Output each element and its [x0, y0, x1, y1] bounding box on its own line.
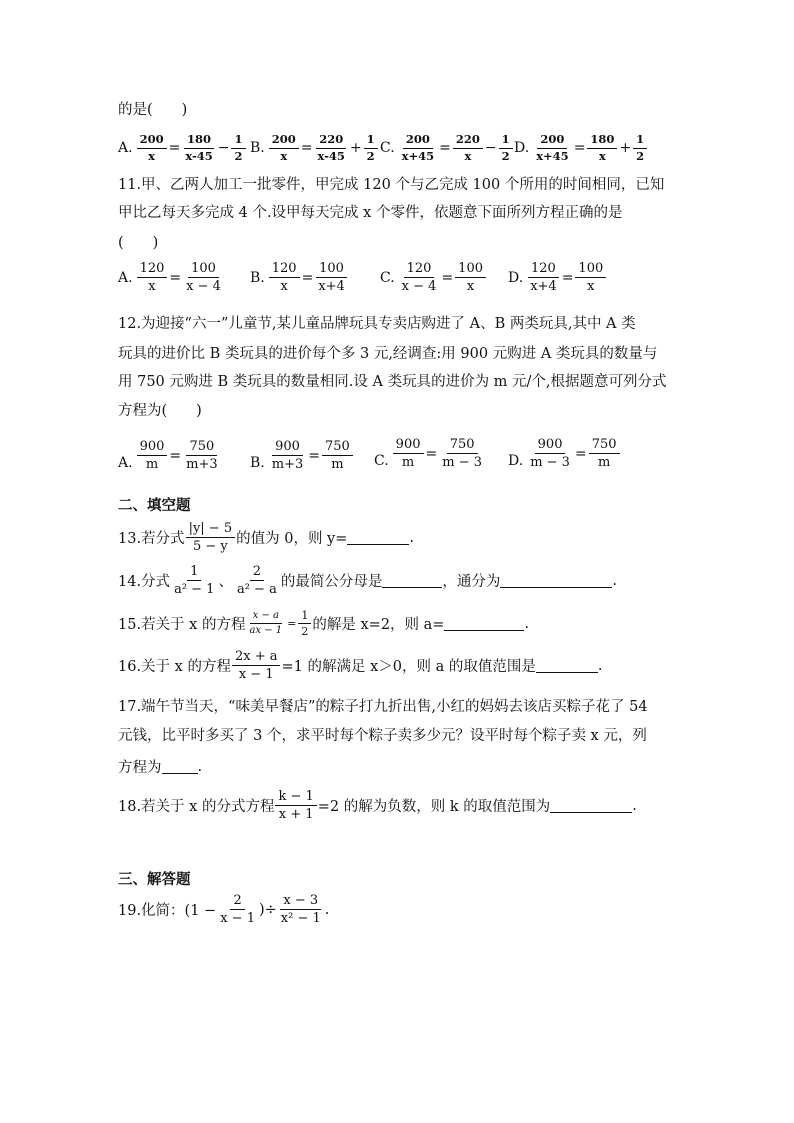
q11-option-a: A. $\frac{120}{x}$ = $\frac{100}{x - 4}$	[118, 261, 221, 294]
q16-answer-blank[interactable]	[536, 658, 598, 673]
q16: 16.关于 x 的方程 $\frac{2x + a}{x - 1}$ =1 的解满足 x＞0，则 a 的取值范围是 .	[118, 649, 603, 682]
q12-option-c: C. $\frac{900}{m}$ = $\frac{750}{m - 3}$	[374, 437, 482, 470]
q12-line-4: 方程为( )	[118, 403, 202, 419]
section-heading-solve: 三、解答题	[118, 871, 191, 888]
q14: 14.分式 $\frac{1}{\text{a² − 1}}$ 、 $\frac{2}{\text{a² − a}}$ 的最简公分母是 ，通分为 .	[118, 564, 617, 597]
q12-line-3: 用 750 元购进 B 类玩具的数量相同.设 A 类玩具的进价为 m 元/个,根据题意可列分式	[118, 374, 667, 390]
q18-answer-blank[interactable]	[550, 798, 632, 813]
q13: 13.若分式 $\frac{|y| - 5}{5 - y}$ 的值为 0，则 y= .	[118, 521, 415, 554]
q11-option-b: B. $\frac{120}{x}$ = $\frac{100}{x+4}$	[250, 262, 349, 293]
q14-lcd-blank[interactable]	[382, 573, 442, 588]
q12-line-1: 12.为迎接“六一”儿童节,某儿童品牌玩具专卖店购进了 A、B 两类玩具,其中 A 类	[118, 316, 636, 332]
q11-option-d: D. $\frac{120}{x+4}$ = $\frac{100}{x}$	[508, 262, 607, 293]
q10-option-d: D. $\frac{200}{x+45}$ = $\frac{180}{x}$ + $\frac{1}{2}$	[514, 134, 648, 162]
q17-line-1: 17.端午节当天，“味美早餐店”的粽子打九折出售,小红的妈妈去该店买粽子花了 54	[118, 699, 648, 715]
q17-line-3: 方程为 .	[118, 758, 203, 776]
q15: 15.若关于 x 的方程 $\frac{x - a}{ax - 1}$ = $\frac{1}{2}$ 的解是 x=2，则 a= .	[118, 609, 530, 638]
q17-answer-blank[interactable]	[162, 759, 198, 774]
q10-option-b: B. $\frac{200}{x}$ = $\frac{220}{x-45}$ + $\frac{1}{2}$	[250, 134, 379, 162]
q18: 18.若关于 x 的分式方程 $\frac{k - 1}{x + 1}$ =2 的解为负数，则 k 的取值范围为 .	[118, 789, 637, 822]
q12-option-a: A. $\frac{900}{m}$ = $\frac{750}{m+3}$	[118, 439, 218, 472]
q10-stem-tail: 的是( )	[118, 102, 188, 118]
q11-line-2: 甲比乙每天多完成 4 个.设甲每天完成 x 个零件，依题意下面所列方程正确的是	[118, 205, 623, 221]
q19: 19.化简：(1 − $\frac{2}{x - 1}$ )÷ $\frac{x - 3}{\text{x² − 1}}$ .	[118, 893, 330, 926]
q11-line-1: 11.甲、乙两人加工一批零件，甲完成 120 个与乙完成 100 个所用的时间相同，已知	[118, 177, 665, 193]
q13-answer-blank[interactable]	[347, 530, 409, 545]
q10-option-a: A. $\frac{200}{x}$ = $\frac{180}{x-45}$ − $\frac{1}{2}$	[118, 134, 247, 162]
q11-option-c: C. $\frac{120}{x - 4}$ = $\frac{100}{x}$	[380, 262, 487, 293]
q12-option-d: D. $\frac{900}{m - 3}$ = $\frac{750}{m}$	[508, 438, 621, 469]
q12-line-2: 玩具的进价比 B 类玩具的进价每个多 3 元,经调查:用 900 元购进 A 类玩具的数量与	[118, 346, 658, 362]
q12-option-b: B. $\frac{900}{m+3}$ = $\frac{750}{m}$	[250, 440, 354, 471]
q17-line-2: 元钱，比平时多买了 3 个，求平时每个粽子卖多少元？设平时每个粽子卖 x 元，列	[118, 728, 647, 744]
q11-line-3: ( )	[118, 235, 159, 251]
q14-common-denominator-blank[interactable]	[500, 573, 612, 588]
section-heading-fill-blank: 二、填空题	[118, 497, 191, 514]
q10-option-c: C. $\frac{200}{x+45}$ = $\frac{220}{x}$ − $\frac{1}{2}$	[380, 134, 514, 162]
q15-answer-blank[interactable]	[444, 616, 524, 631]
